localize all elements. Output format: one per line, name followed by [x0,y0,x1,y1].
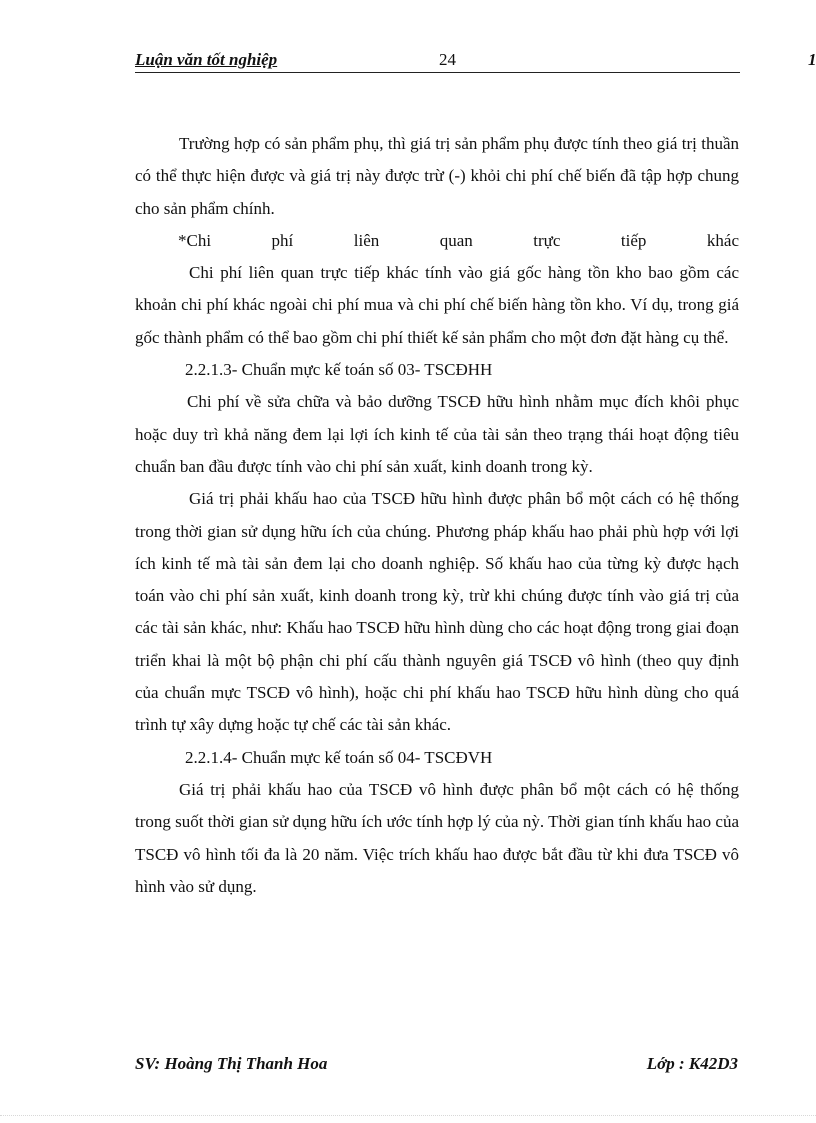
thesis-title: Luận văn tốt nghiệp [135,50,278,69]
paragraph-other-costs: Chi phí liên quan trực tiếp khác tính vào giá gốc hàng tồn kho bao gồm các khoản chi phí khác ngoài chi phí mua và chi phí chế biến hàng tồn kho. Ví dụ, trong giá gốc thành phẩm có thể bao gồm chi phí thiết kế sản phẩm cho một đơn đặt hàng cụ thể. [135,263,739,347]
bullet-word: *Chi [178,230,212,250]
page-bottom-divider [0,1115,816,1116]
bullet-other-costs [135,225,739,257]
section-heading-vas04: 2.2.1.4- Chuẩn mực kế toán số 04- TSCĐVH [185,747,493,767]
bullet-word: phí [271,230,294,250]
section-heading-vas03: 2.2.1.3- Chuẩn mực kế toán số 03- TSCĐHH [185,360,493,380]
footer-student-name: SV: Hoàng Thị Thanh Hoa [135,1054,328,1073]
bullet-word: tiếp [620,230,647,250]
bullet-word: liên [353,230,380,250]
bullet-word: quan [439,230,473,250]
paragraph-depreciation-tangible: Giá trị phải khấu hao của TSCĐ hữu hình được phân bổ một cách có hệ thống trong thời gian sử dụng hữu ích của chúng. Phương pháp khấu hao phải phù hợp với lợi ích kinh tế mà tài sản đem lại cho doanh nghiệp. Số khấu hao của từng kỳ được hạch toán vào chi phí sản xuất, kinh doanh trong kỳ, trừ khi chúng được tính vào giá trị của các tài sản khác, như: Khấu hao TSCĐ hữu hình dùng cho các hoạt động trong giai đoạn triển khai là một bộ phận chi phí cấu thành nguyên giá TSCĐ vô hình (theo quy định của chuẩn mực TSCĐ vô hình), hoặc chi phí khấu hao TSCĐ hữu hình dùng cho quá trình tự xây dựng hoặc tự chế các tài sản khác. [135,489,739,735]
header-edge-char: 1 [808,50,816,69]
bullet-word: khác [706,230,739,250]
page-header [135,48,740,73]
page-number: 24 [439,50,456,69]
page-body [135,128,739,903]
bullet-word: trực [533,230,561,250]
paragraph-depreciation-intangible: Giá trị phải khấu hao của TSCĐ vô hình được phân bổ một cách có hệ thống trong suốt thời gian sử dụng hữu ích ước tính hợp lý của nỳ. Thời gian tính khấu hao của TSCĐ vô hình tối đa là 20 năm. Việc trích khấu hao được bắt đầu từ khi đưa TSCĐ vô hình vào sử dụng. [135,779,739,896]
paragraph-byproduct: Trường hợp có sản phẩm phụ, thì giá trị sản phẩm phụ được tính theo giá trị thuần có thể thực hiện được và giá trị này được trừ (-) khỏi chi phí chế biến đã tập hợp chung cho sản phẩm chính. [135,134,739,218]
paragraph-repair-costs: Chi phí về sửa chữa và bảo dưỡng TSCĐ hữu hình nhằm mục đích khôi phục hoặc duy trì khả năng đem lại lợi ích kinh tế của tài sản theo trạng thái hoạt động tiêu chuẩn ban đầu được tính vào chi phí sản xuất, kinh doanh trong kỳ. [135,392,739,476]
footer-class: Lớp : K42D3 [646,1054,738,1073]
